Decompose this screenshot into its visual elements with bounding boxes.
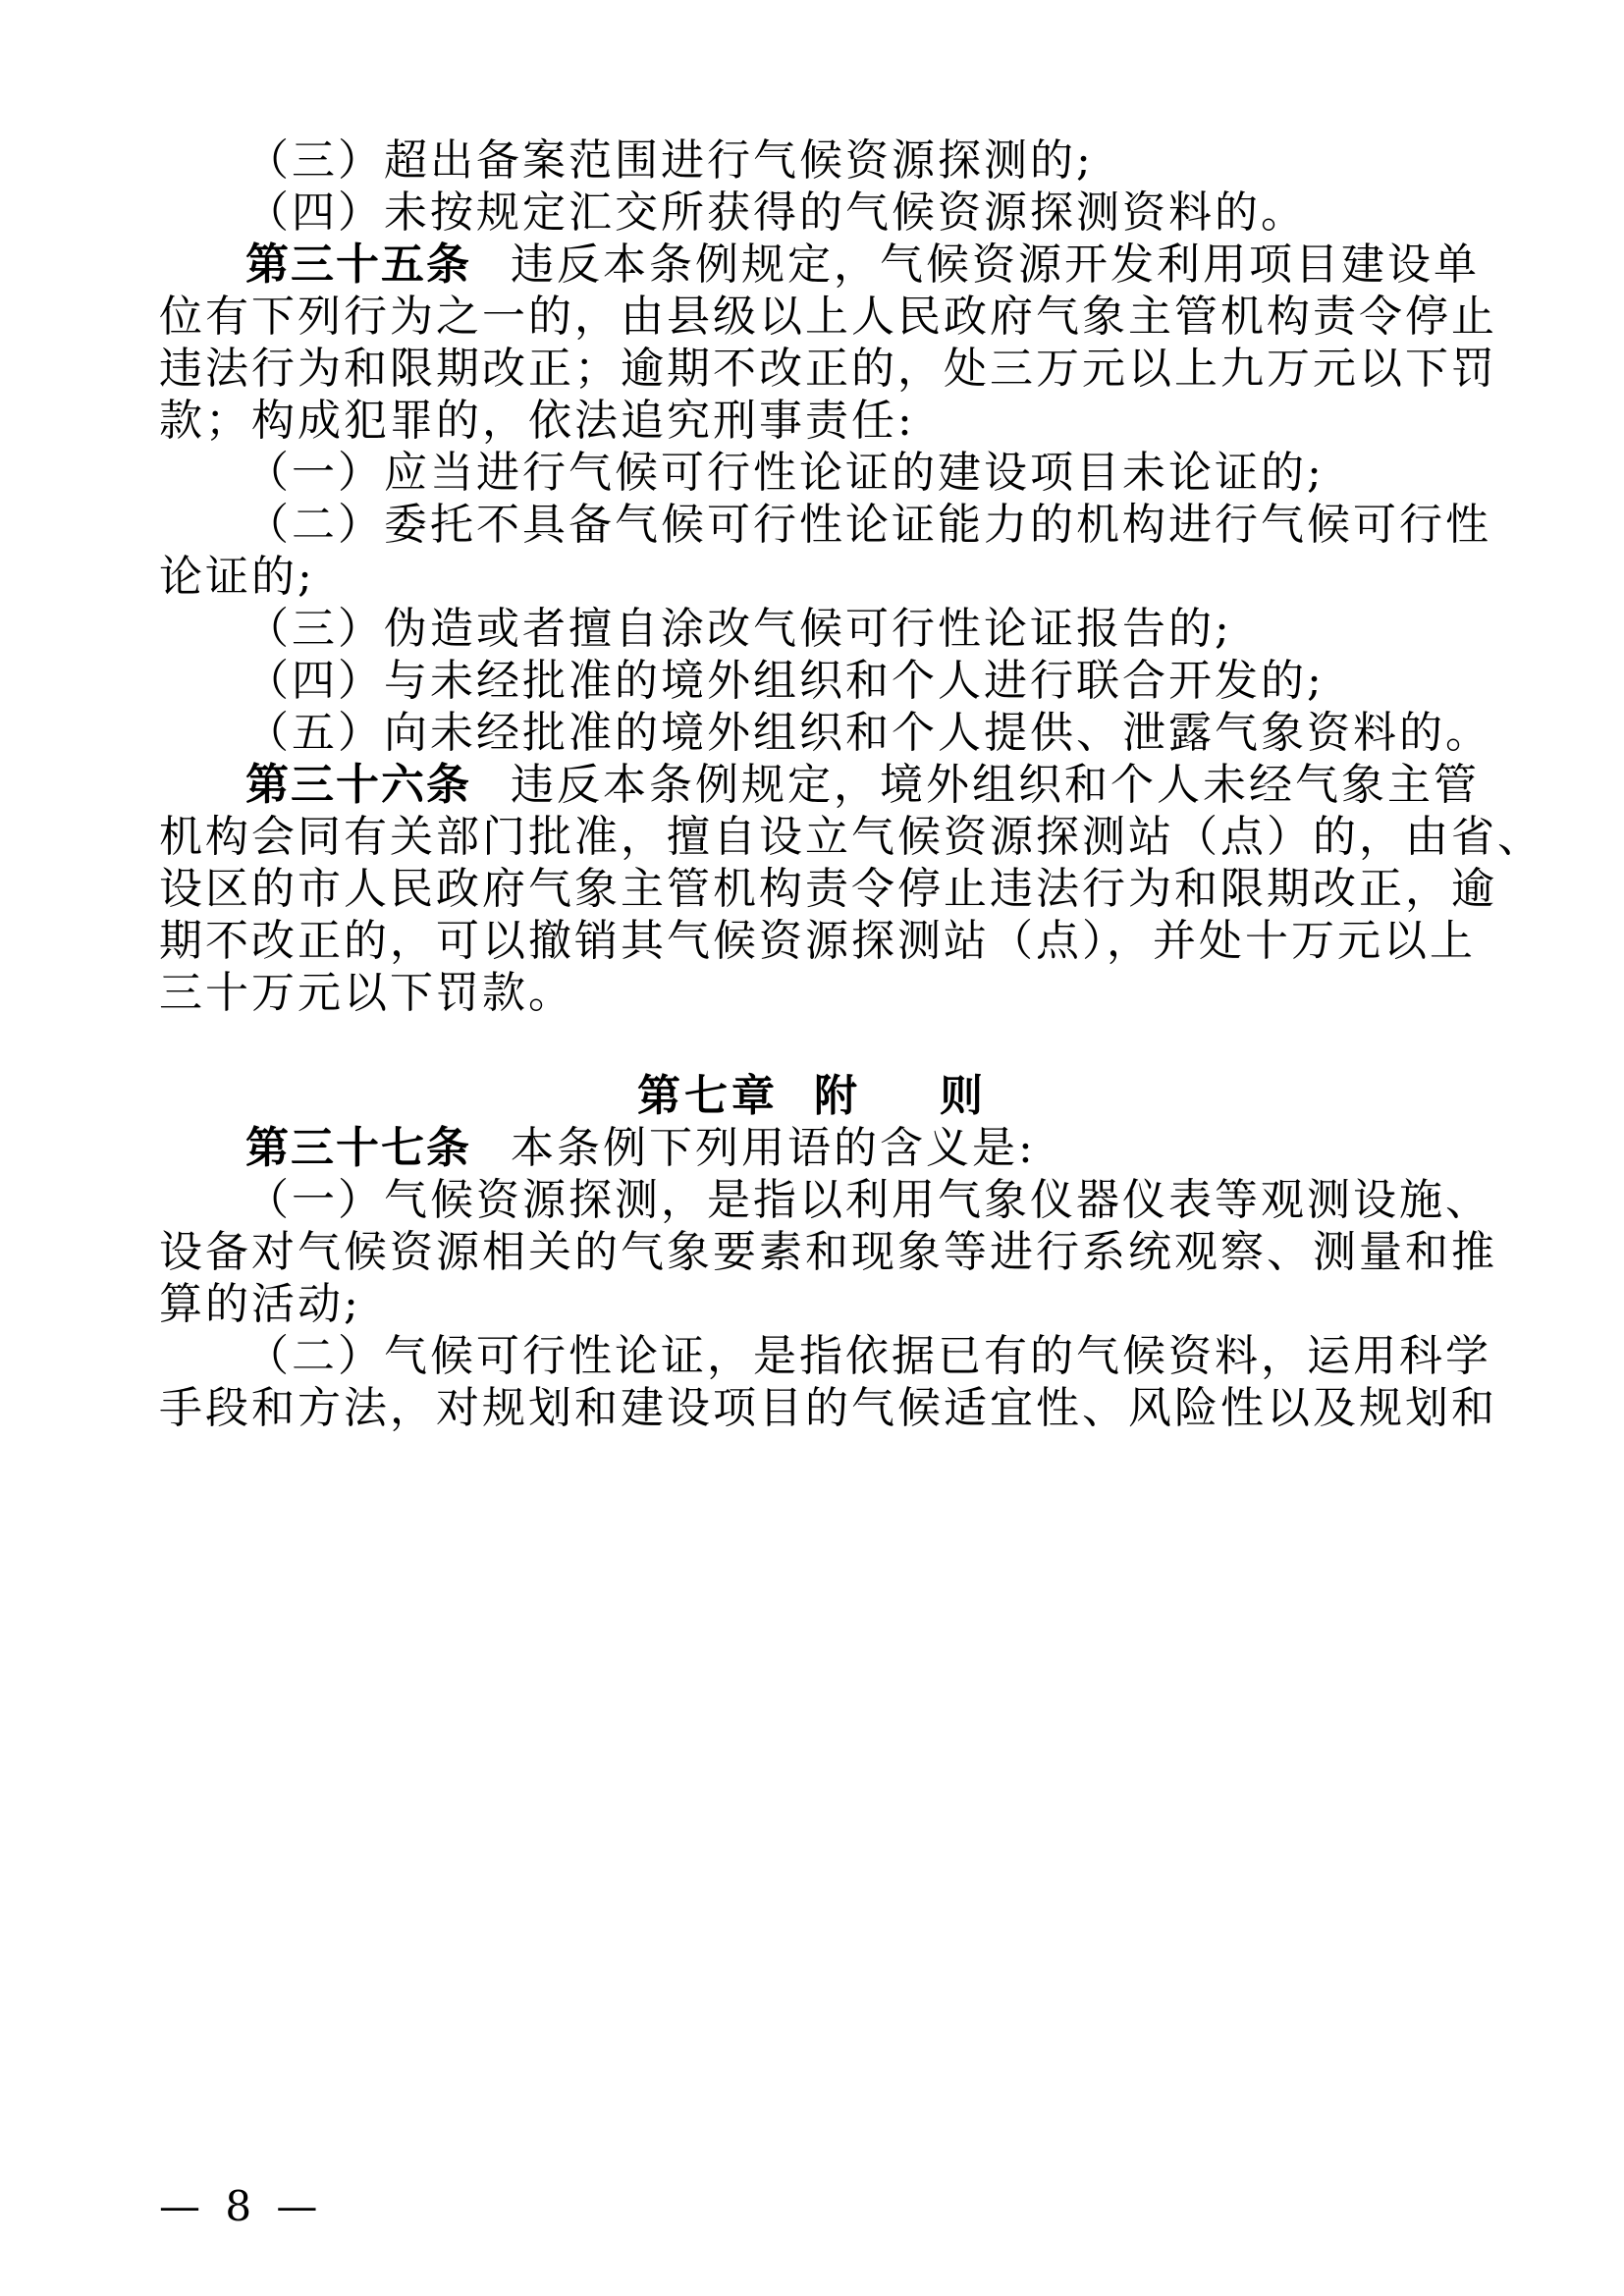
article-36-title: 第三十六条 bbox=[245, 760, 471, 810]
article-37-item-2-cont: 手段和方法，对规划和建设项目的气候适宜性、风险性以及规划和 bbox=[159, 1383, 1497, 1433]
chapter-label: 第七章 bbox=[637, 1071, 779, 1121]
page-number: — 8 — bbox=[159, 2182, 324, 2230]
item-4-not-submitting-data: （四）未按规定汇交所获得的气候资源探测资料的。 bbox=[245, 187, 1307, 238]
article-37-item-1-end: 算的活动; bbox=[159, 1279, 361, 1329]
article-36-line-4: 期不改正的，可以撤销其气候资源探测站（点），并处十万元以上 bbox=[159, 916, 1476, 966]
article-37-text: 本条例下列用语的含义是: bbox=[511, 1123, 1036, 1173]
chapter-word-2: 则 bbox=[940, 1071, 987, 1121]
article-37-item-2: （二）气候可行性论证，是指依据已有的气候资料，运用科学 bbox=[245, 1331, 1491, 1381]
article-35-text: 违反本条例规定，气候资源开发利用项目建设单 bbox=[511, 240, 1480, 290]
article-37-item-1: （一）气候资源探测，是指以利用气象仪器仪表等观测设施、 bbox=[245, 1175, 1491, 1225]
article-36-line-2: 机构会同有关部门批准，擅自设立气候资源探测站（点）的，由省、 bbox=[159, 812, 1543, 862]
article-35-item-2-cont: 论证的; bbox=[159, 552, 315, 602]
article-35-line-4: 款；构成犯罪的，依法追究刑事责任: bbox=[159, 396, 915, 446]
article-36-line-5: 三十万元以下罚款。 bbox=[159, 968, 574, 1018]
article-35-title: 第三十五条 bbox=[245, 240, 471, 290]
article-35-item-2: （二）委托不具备气候可行性论证能力的机构进行气候可行性 bbox=[245, 500, 1491, 550]
chapter-word-1: 附 bbox=[814, 1071, 861, 1121]
article-35-item-5: （五）向未经批准的境外组织和个人提供、泄露气象资料的。 bbox=[245, 708, 1491, 758]
article-37-item-1-cont: 设备对气候资源相关的气象要素和现象等进行系统观察、测量和推 bbox=[159, 1227, 1497, 1277]
article-37-title: 第三十七条 bbox=[245, 1123, 471, 1173]
article-35-item-4: （四）与未经批准的境外组织和个人进行联合开发的; bbox=[245, 656, 1325, 706]
article-36-text: 违反本条例规定，境外组织和个人未经气象主管 bbox=[511, 760, 1480, 810]
item-3-exceeding-scope: （三）超出备案范围进行气候资源探测的; bbox=[245, 135, 1094, 186]
article-35-item-1: （一）应当进行气候可行性论证的建设项目未论证的; bbox=[245, 448, 1325, 498]
article-35-line-2: 位有下列行为之一的，由县级以上人民政府气象主管机构责令停止 bbox=[159, 292, 1497, 342]
article-35-item-3: （三）伪造或者擅自涂改气候可行性论证报告的; bbox=[245, 604, 1232, 654]
article-36-line-3: 设区的市人民政府气象主管机构责令停止违法行为和限期改正，逾 bbox=[159, 864, 1497, 914]
article-35-line-3: 违法行为和限期改正；逾期不改正的，处三万元以上九万元以下罚 bbox=[159, 344, 1497, 394]
